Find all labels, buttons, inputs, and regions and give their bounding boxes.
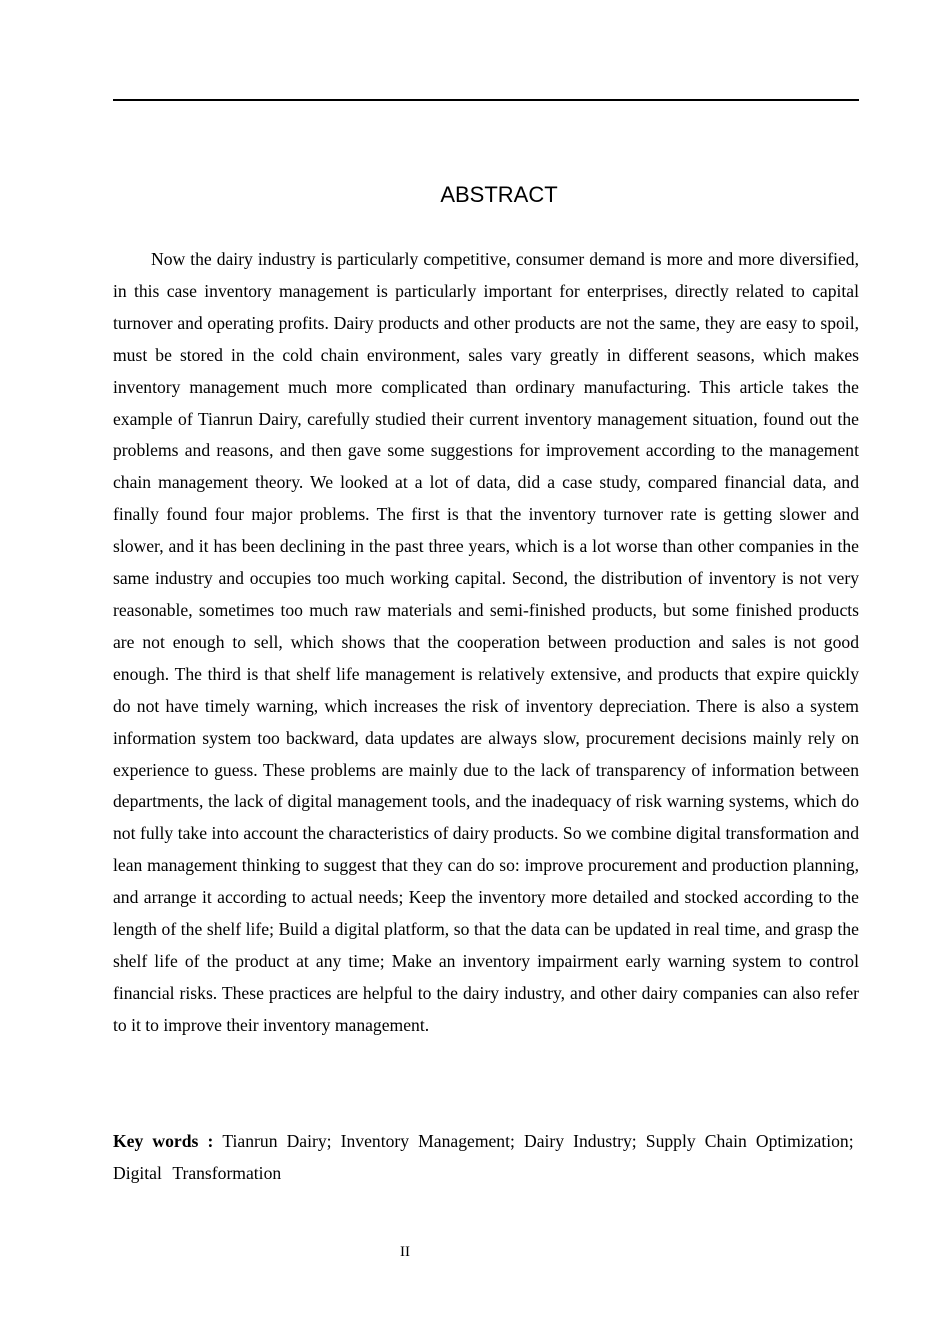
header-rule [113, 99, 859, 101]
abstract-body: Now the dairy industry is particularly competitive, consumer demand is more and more diversified, in this case inventory management is particularly important for enterprises, directly related to capital turnover and operating profits. Dairy products and other products are not the same, they are easy to spoil, must be stored in the cold chain environment, sales vary greatly in different seasons, which makes inventory management much more complicated than ordinary manufacturing. This article takes the example of Tianrun Dairy, carefully studied their current inventory management situation, found out the problems and reasons, and then gave some suggestions for improvement according to the management chain management theory. We looked at a lot of data, did a case study, compared financial data, and finally found four major problems. The first is that the inventory turnover rate is getting slower and slower, and it has been declining in the past three years, which is a lot worse than other companies in the same industry and occupies too much working capital. Second, the distribution of inventory is not very reasonable, sometimes too much raw materials and semi-finished products, but some finished products are not enough to sell, which shows that the cooperation between production and sales is not good enough. The third is that shelf life management is relatively extensive, and products that expire quickly do not have timely warning, which increases the risk of inventory depreciation. There is also a system information system too backward, data updates are always slow, procurement decisions mainly rely on experience to guess. These problems are mainly due to the lack of transparency of information between departments, the lack of digital management tools, and the inadequacy of risk warning systems, which do not fully take into account the characteristics of dairy products. So we combine digital transformation and lean management thinking to suggest that they can do so: improve procurement and production planning, and arrange it according to actual needs; Keep the inventory more detailed and stocked according to the length of the shelf life; Build a digital platform, so that the data can be updated in real time, and grasp the shelf life of the product at any time; Make an inventory impairment early warning system to control financial risks. These practices are helpful to the dairy industry, and other dairy companies can also refer to it to improve their inventory management. [113, 249, 859, 1035]
page-number: II [400, 1244, 410, 1260]
keywords-label: Key words : [113, 1131, 214, 1151]
keywords-text: Tianrun Dairy; Inventory Management; Dairy Industry; Supply Chain Optimization; Digital Transformation [113, 1131, 860, 1183]
keywords-paragraph [113, 1125, 859, 1189]
abstract-title: ABSTRACT [440, 182, 558, 207]
